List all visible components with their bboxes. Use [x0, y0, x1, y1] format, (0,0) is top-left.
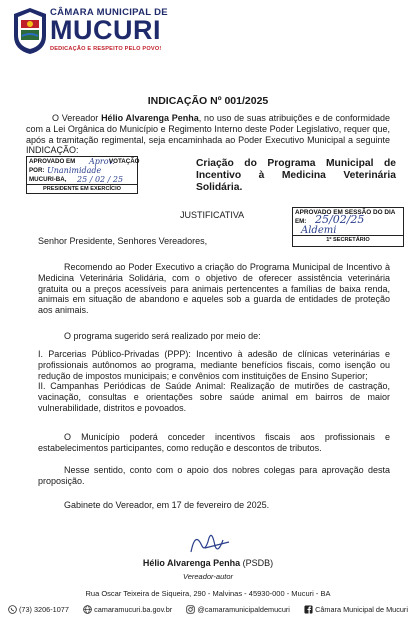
handwriting-scribble: Aldemi	[301, 225, 337, 236]
address: Rua Oscar Teixeira de Siqueira, 290 - Malvinas - 45930-000 - Mucuri - BA	[85, 589, 331, 598]
signer-party: (PSDB)	[240, 558, 274, 568]
councilor-name: Hélio Alvarenga Penha	[101, 113, 199, 123]
stamp-left-city-label: MUCURI-BA,	[29, 176, 67, 183]
facebook-icon	[304, 605, 313, 614]
contact-footer	[8, 602, 408, 616]
body-paragraph-4: Nesse sentido, conto com o apoio dos nobres colegas para aprovação desta proposição.	[38, 465, 390, 486]
globe-icon	[83, 605, 92, 614]
body-paragraph-3: O Município poderá conceder incentivos fiscais aos profissionais e estabelecimentos participantes, como redução e descontos de tributos.	[38, 432, 390, 453]
whatsapp-icon	[8, 605, 17, 614]
stamp-left-line3	[27, 175, 137, 184]
city-crest-icon	[10, 6, 50, 56]
signer-line	[0, 558, 416, 568]
phone-number: (73) 3206-1077	[19, 604, 69, 614]
document-title: INDICAÇÃO Nº 001/2025	[147, 95, 269, 107]
instagram-contact[interactable]	[186, 605, 290, 614]
stamp-left-approved-label: APROVADO EM	[29, 158, 76, 165]
signer-name: Hélio Alvarenga Penha	[142, 558, 241, 568]
header-logo	[10, 6, 210, 66]
stamp-right-signature-label: 1º SECRETÁRIO	[293, 235, 403, 243]
facebook-contact[interactable]	[304, 605, 408, 614]
stamp-left-line2	[27, 166, 137, 175]
phone-contact	[8, 605, 69, 614]
stamp-left-line1	[27, 157, 140, 166]
greeting: Senhor Presidente, Senhores Vereadores,	[38, 236, 208, 246]
handwriting-scribble: 25 / 02 / 25	[77, 175, 124, 184]
intro-paragraph	[26, 113, 390, 156]
stamp-right-session-label: APROVADO EM SESSÃO DO DIA	[295, 209, 396, 216]
signer-role: Vereador-autor	[182, 572, 234, 581]
justification-heading: JUSTIFICATIVA	[180, 210, 245, 220]
intro-text-start: O Vereador	[52, 113, 102, 123]
instagram-handle[interactable]: @camaramunicipaldemucuri	[197, 604, 290, 614]
org-name-main: MUCURI	[50, 15, 161, 45]
org-slogan: DEDICAÇÃO E RESPEITO PELO POVO!	[50, 46, 162, 52]
handwritten-signature	[185, 528, 235, 558]
stamp-right-line3	[293, 226, 403, 235]
instagram-icon	[186, 605, 195, 614]
intro-text-end: , no uso de suas atribuições e de conformidade com a Lei Orgânica do Município e Regimento Interno deste Poder Legislativo, requer que, após a tramitação regimental, seja encaminhada ao Poder Executivo Municipal a seguinte INDICAÇÃO:	[26, 113, 391, 156]
indication-subject: Criação do Programa Municipal de Incentivo à Medicina Veterinária Solidária.	[196, 158, 396, 193]
stamp-right-date-label: EM:	[295, 218, 307, 225]
stamp-left-by-label: POR:	[29, 167, 45, 174]
body-paragraph-2: O programa sugerido será realizado por meio de:	[64, 331, 261, 341]
website-link[interactable]: camaramucuri.ba.gov.br	[94, 604, 173, 614]
stamp-left-vote-label: VOTAÇÃO	[109, 158, 140, 165]
list-item: I. Parcerias Público-Privadas (PPP): Incentivo à adesão de clínicas veterinárias e profissionais autônomos ao programa, mediante benefícios fiscais, como isenção ou redução de impostos municipais; e convênios com instituições de Ensino Superior;	[38, 349, 390, 381]
stamp-left-signature-label: PRESIDENTE EM EXERCÍCIO	[27, 184, 137, 192]
approval-stamp-left	[26, 156, 138, 194]
handwriting-scribble: Unanimidade	[47, 166, 102, 175]
org-name-top: CÂMARA MUNICIPAL DE	[50, 7, 168, 18]
list-item: II. Campanhas Periódicas de Saúde Animal: Realização de mutirões de castração, vacinação, consultas e orientações sobre saúde animal em bairros de maior vulnerabilidade, distritos e povoados.	[38, 381, 390, 413]
body-paragraph-1: Recomendo ao Poder Executivo a criação do Programa Municipal de Incentivo à Medicina Veterinária Solidária, com o objetivo de oferecer assistência veterinária gratuita ou a preços acessíveis para animais pertencentes a famílias de baixa renda, animais em situação de abandono e aqueles sob a guarda de entidades de proteção aos animais.	[38, 262, 390, 316]
website-contact[interactable]	[83, 605, 172, 614]
date-line: Gabinete do Vereador, em 17 de fevereiro de 2025.	[64, 500, 270, 510]
approval-stamp-right	[292, 207, 404, 247]
facebook-page[interactable]: Câmara Municipal de Mucuri	[315, 604, 408, 614]
stamp-right-date-handwritten: 25/02/25	[315, 213, 365, 226]
handwriting-scribble: Aprov.	[89, 157, 115, 166]
